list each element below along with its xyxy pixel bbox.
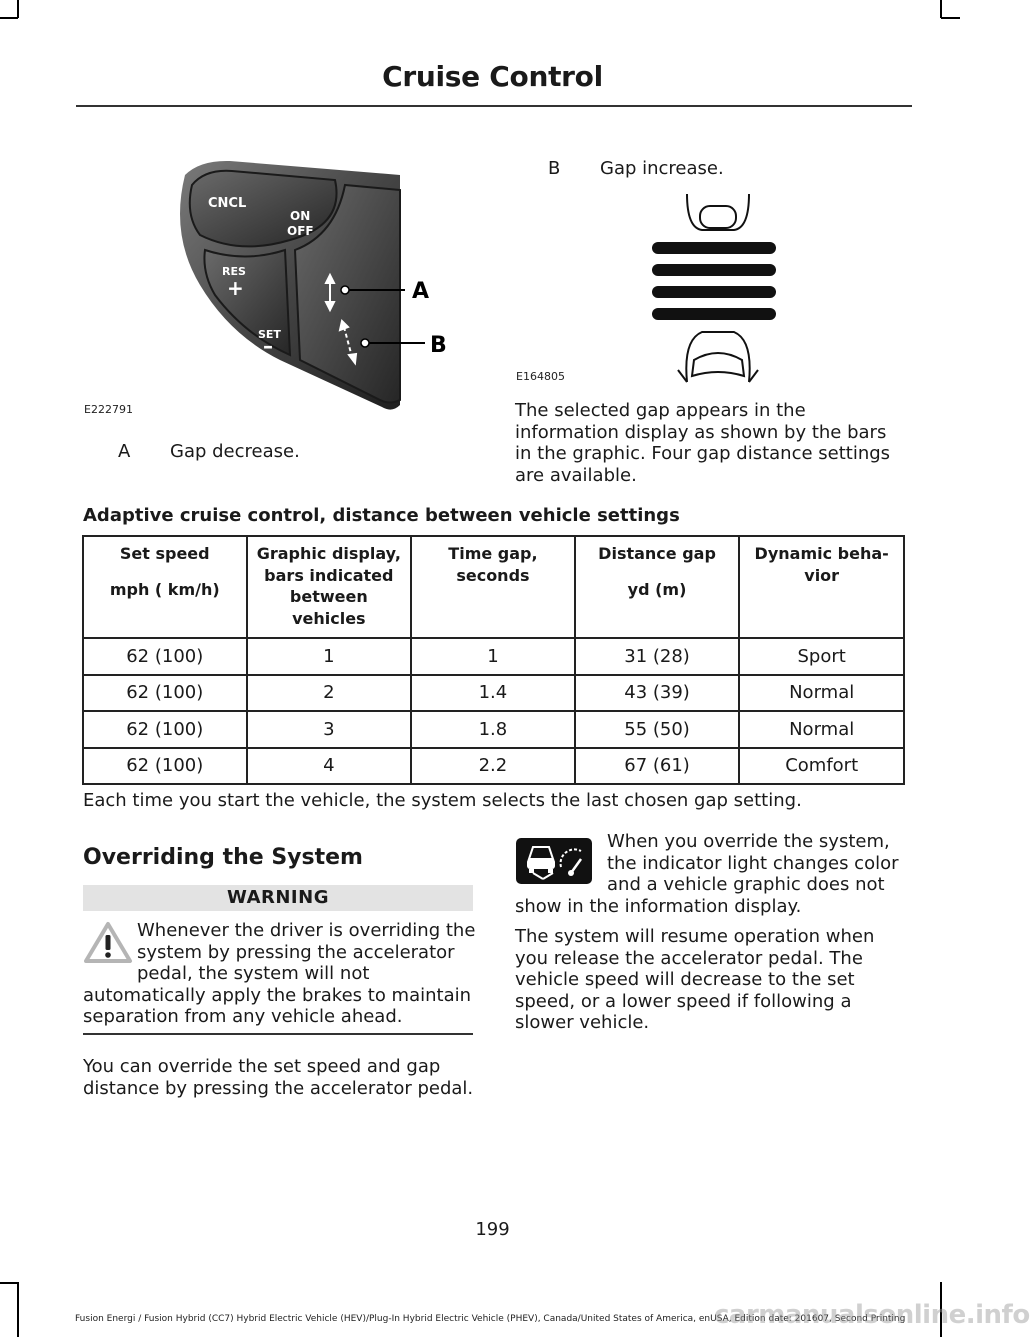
table-header-row bbox=[83, 536, 904, 638]
table-cell: 1.4 bbox=[411, 675, 575, 712]
figure-code-right: E164805 bbox=[516, 370, 565, 383]
item-b-text: Gap increase. bbox=[600, 158, 724, 179]
gap-bar bbox=[652, 264, 776, 276]
table-cell: 1.8 bbox=[411, 711, 575, 748]
page-number: 199 bbox=[475, 1219, 510, 1240]
crop-mark-top-left bbox=[17, 0, 19, 18]
warning-divider bbox=[83, 1033, 473, 1035]
item-b-key: B bbox=[548, 158, 561, 179]
gap-bar bbox=[652, 286, 776, 298]
table-cell: 31 (28) bbox=[575, 638, 740, 675]
item-a-key: A bbox=[118, 441, 131, 462]
title-divider bbox=[76, 105, 912, 107]
intro-paragraph: The selected gap appears in the information display as shown by the bars in the graphic. Four gap distance settings are available. bbox=[515, 400, 891, 486]
table-cell: 67 (61) bbox=[575, 748, 740, 785]
table-cell: 62 (100) bbox=[83, 748, 247, 785]
callout-a: A bbox=[412, 279, 430, 304]
footer-edition: Fusion Energi / Fusion Hybrid (CC7) Hybrid Electric Vehicle (HEV)/Plug-In Hybrid Electric Vehicle (PHEV), Canada/United States of America, enUSA, Edition date: 201607, Second Printing bbox=[75, 1314, 906, 1324]
indicator-paragraph: When you override the system, the indicator light changes color and a vehicle graphic does not show in the information display. bbox=[515, 831, 899, 917]
table-cell: 62 (100) bbox=[83, 638, 247, 675]
page-title: Cruise Control bbox=[382, 60, 603, 93]
watermark: carmanualsonline.info bbox=[714, 1300, 1030, 1330]
table-cell: Sport bbox=[739, 638, 904, 675]
set-button-label: SET bbox=[258, 328, 281, 341]
table-row bbox=[83, 675, 904, 712]
table-row bbox=[83, 638, 904, 675]
crop-mark-bottom-left bbox=[17, 1282, 19, 1337]
off-button-label: OFF bbox=[287, 224, 314, 238]
gap-bar bbox=[652, 242, 776, 254]
minus-symbol: – bbox=[263, 334, 273, 358]
table-cell: 43 (39) bbox=[575, 675, 740, 712]
on-button-label: ON bbox=[290, 209, 311, 223]
figure-code-left: E222791 bbox=[84, 403, 133, 416]
lead-vehicle-icon bbox=[687, 194, 749, 230]
crop-mark-top-right bbox=[941, 17, 960, 19]
own-vehicle-icon bbox=[678, 332, 758, 382]
res-button-label: RES bbox=[222, 265, 246, 278]
crop-mark-top-left bbox=[0, 17, 18, 19]
table-cell: Normal bbox=[739, 711, 904, 748]
plus-symbol: + bbox=[227, 276, 244, 300]
last-gap-note: Each time you start the vehicle, the system selects the last chosen gap setting. bbox=[83, 790, 802, 811]
header-distance-gap: Distance gap yd (m) bbox=[575, 536, 740, 638]
table-cell: 1 bbox=[411, 638, 575, 675]
override-paragraph: You can override the set speed and gap distance by pressing the accelerator pedal. bbox=[83, 1056, 474, 1099]
crop-mark-bottom-left bbox=[0, 1282, 18, 1284]
table-cell: 3 bbox=[247, 711, 412, 748]
settings-table bbox=[82, 535, 905, 785]
cncl-button-label: CNCL bbox=[208, 196, 247, 211]
crop-mark-top-right bbox=[940, 0, 942, 18]
warning-label: WARNING bbox=[83, 885, 473, 911]
section-title: Overriding the System bbox=[83, 845, 363, 870]
table-cell: 62 (100) bbox=[83, 675, 247, 712]
table-cell: 55 (50) bbox=[575, 711, 740, 748]
warning-text: Whenever the driver is overriding the system by pressing the accelerator pedal, the system will not automatically apply the brakes to maintain separation from any vehicle ahead. bbox=[83, 920, 476, 1027]
table-cell: 62 (100) bbox=[83, 711, 247, 748]
item-a-text: Gap decrease. bbox=[170, 441, 300, 462]
table-row bbox=[83, 711, 904, 748]
resume-paragraph: The system will resume operation when you release the accelerator pedal. The vehicle speed will decrease to the set speed, or a lower speed if following a slower vehicle. bbox=[515, 926, 875, 1033]
table-cell: Normal bbox=[739, 675, 904, 712]
header-time-gap: Time gap, seconds bbox=[411, 536, 575, 638]
table-cell: 2 bbox=[247, 675, 412, 712]
gap-display-graphic bbox=[640, 190, 800, 385]
callout-b: B bbox=[430, 333, 447, 358]
gap-bar bbox=[652, 308, 776, 320]
header-set-speed: Set speed mph ( km/h) bbox=[83, 536, 247, 638]
steering-wheel-switch-illustration bbox=[160, 155, 460, 415]
table-heading: Adaptive cruise control, distance between vehicle settings bbox=[83, 505, 680, 526]
table-cell: 4 bbox=[247, 748, 412, 785]
header-graphic-display: Graphic display, bars indicated between vehicles bbox=[247, 536, 412, 638]
table-row bbox=[83, 748, 904, 785]
header-dynamic-behavior: Dynamic beha- vior bbox=[739, 536, 904, 638]
table-cell: Comfort bbox=[739, 748, 904, 785]
table-cell: 2.2 bbox=[411, 748, 575, 785]
table-cell: 1 bbox=[247, 638, 412, 675]
